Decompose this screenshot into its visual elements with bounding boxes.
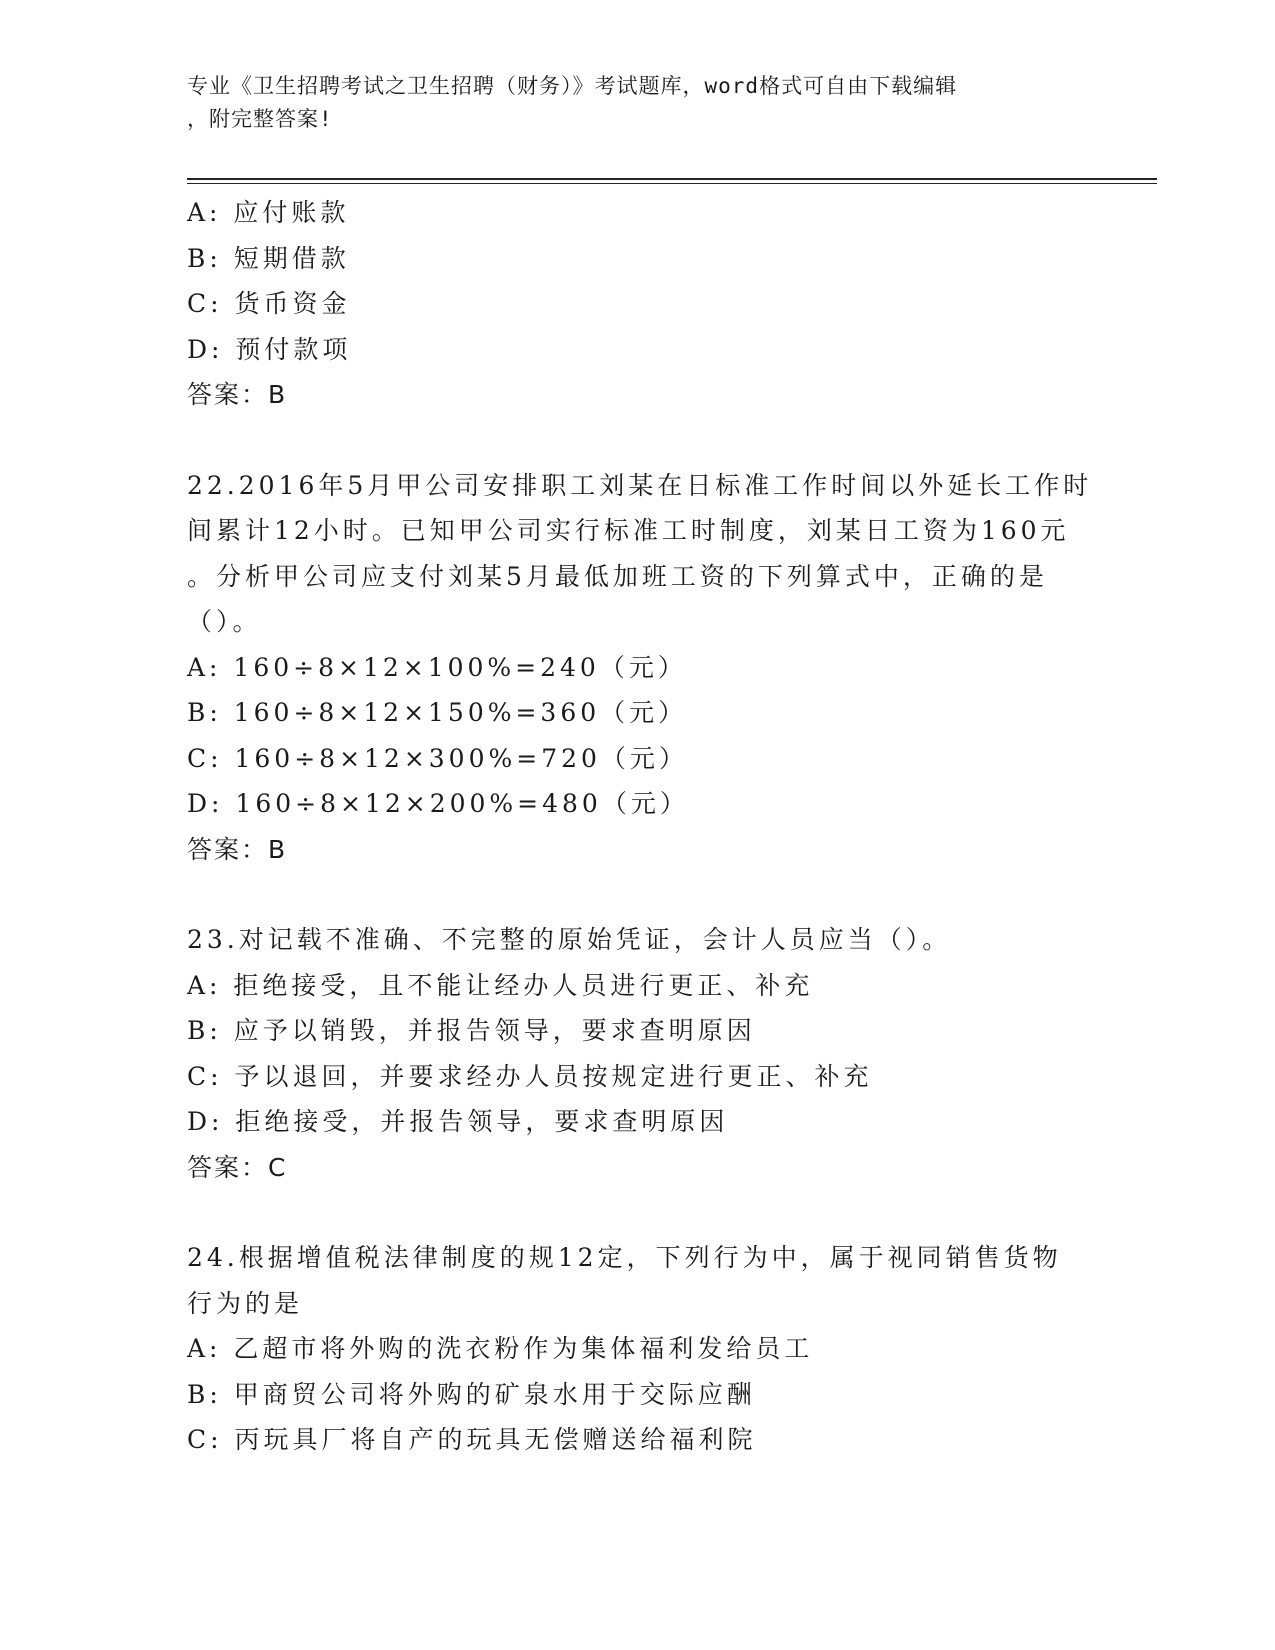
question-stem-line: 24.根据增值税法律制度的规12定，下列行为中，属于视同销售货物	[187, 1243, 1062, 1272]
option-d: D: 拒绝接受，并报告领导，要求查明原因	[187, 1107, 729, 1136]
option-d: D: 预付款项	[187, 334, 352, 364]
option-b: B: 160÷8×12×150%=360（元）	[187, 698, 688, 727]
option-a: A: 应付账款	[187, 198, 350, 227]
option-b: B: 甲商贸公司将外购的矿泉水用于交际应酬	[187, 1379, 756, 1409]
question-stem-line: 22.2016年5月甲公司安排职工刘某在日标准工作时间以外延长工作时	[187, 470, 1093, 500]
option-b: B: 应予以销毁，并报告领导，要求查明原因	[187, 1016, 756, 1045]
header-line-2: ，附完整答案!	[187, 107, 333, 131]
question-24	[187, 1235, 1087, 1463]
question-22	[187, 463, 1093, 873]
option-c: C: 丙玩具厂将自产的玩具无偿赠送给福利院	[187, 1425, 757, 1454]
option-c: C: 货币资金	[187, 289, 351, 318]
option-a: A: 160÷8×12×100%=240（元）	[187, 652, 687, 682]
question-23	[187, 917, 1087, 1190]
spacer	[187, 418, 1087, 463]
question-stem-line: 。分析甲公司应支付刘某5月最低加班工资的下列算式中，正确的是	[187, 561, 1048, 591]
spacer	[187, 1190, 1087, 1235]
answer-label: 答案：B	[187, 380, 288, 409]
option-c: C: 予以退回，并要求经办人员按规定进行更正、补充	[187, 1061, 873, 1091]
option-a: A: 乙超市将外购的洗衣粉作为集体福利发给员工	[187, 1334, 814, 1363]
answer-label: 答案：C	[187, 1152, 288, 1182]
question-21	[187, 190, 1087, 418]
question-stem-line: 间累计12小时。已知甲公司实行标准工时制度，刘某日工资为160元	[187, 516, 1070, 545]
header-divider-thick	[187, 178, 1157, 180]
option-c: C: 160÷8×12×300%=720（元）	[187, 743, 688, 773]
option-b: B: 短期借款	[187, 243, 350, 273]
question-stem-line: 行为的是	[187, 1288, 304, 1318]
document-header	[187, 70, 1087, 136]
option-d: D: 160÷8×12×200%=480（元）	[187, 789, 689, 818]
answer-label: 答案：B	[187, 834, 288, 864]
header-line-1: 专业《卫生招聘考试之卫生招聘（财务）》考试题库，word格式可自由下载编辑	[187, 74, 958, 98]
header-divider-thin	[187, 183, 1157, 184]
question-stem-line: 23.对记载不准确、不完整的原始凭证，会计人员应当（）。	[187, 925, 952, 954]
question-stem-line: （）。	[187, 607, 262, 636]
question-content	[187, 190, 1093, 1463]
spacer	[187, 872, 1087, 917]
option-a: A: 拒绝接受，且不能让经办人员进行更正、补充	[187, 970, 814, 1000]
